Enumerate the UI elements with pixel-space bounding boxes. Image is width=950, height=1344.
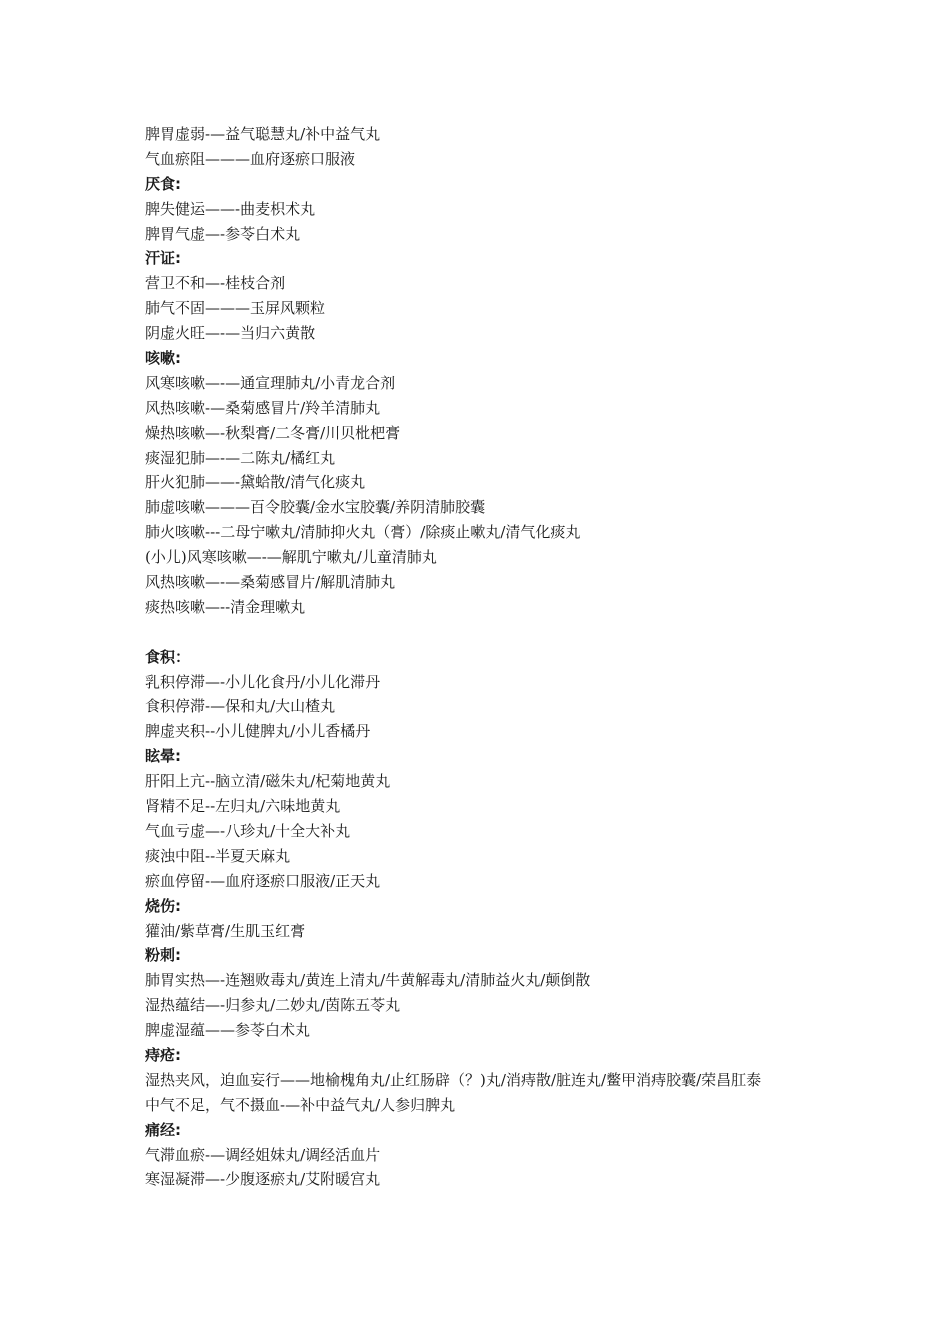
remedy-line: 食积停滞-—保和丸/大山楂丸 — [145, 697, 336, 716]
remedy-line: 痰湿犯肺—-—二陈丸/橘红丸 — [145, 448, 336, 467]
remedy-line: 乳积停滞—-小儿化食丹/小儿化滞丹 — [145, 672, 381, 691]
section-heading-sweating: 汗证: — [145, 249, 181, 268]
section-heading-cough: 咳嗽: — [145, 349, 181, 368]
remedy-line: 气血亏虚—-八珍丸/十全大补丸 — [145, 821, 351, 840]
remedy-line: 寒湿凝滞—-少腹逐瘀丸/艾附暖宫丸 — [145, 1170, 381, 1189]
remedy-line: 中气不足，气不摄血-—补中益气丸/人参归脾丸 — [145, 1095, 456, 1114]
remedy-line: 风热咳嗽-—桑菊感冒片/羚羊清肺丸 — [145, 398, 381, 417]
remedy-line: 脾虚夹积--小儿健脾丸/小儿香橘丹 — [145, 722, 371, 741]
remedy-line: 肝阳上亢--脑立清/磁朱丸/杞菊地黄丸 — [145, 772, 391, 791]
remedy-line: 肝火犯肺——-黛蛤散/清气化痰丸 — [145, 473, 366, 492]
remedy-line: 脾虚湿蕴——参苓白术丸 — [145, 1021, 311, 1040]
remedy-line: 痰浊中阻--半夏天麻丸 — [145, 846, 291, 865]
section-heading-burns: 烧伤: — [145, 896, 181, 915]
remedy-line: 痰热咳嗽—--清金理嗽丸 — [145, 597, 306, 616]
section-heading-dizziness: 眩晕: — [145, 747, 181, 766]
remedy-line: 瘀血停留-—血府逐瘀口服液/正天丸 — [145, 871, 381, 890]
remedy-line: 獾油/紫草膏/生肌玉红膏 — [145, 921, 306, 940]
remedy-line: 脾失健运——-曲麦枳术丸 — [145, 199, 316, 218]
section-heading-acne: 粉刺: — [145, 946, 181, 965]
section-heading-anorexia: 厌食: — [145, 174, 181, 193]
remedy-line: (小儿)风寒咳嗽—-—解肌宁嗽丸/儿童清肺丸 — [145, 548, 437, 567]
remedy-line: 脾胃气虚—-参苓白术丸 — [145, 224, 301, 243]
remedy-line: 阴虚火旺—-—当归六黄散 — [145, 324, 316, 343]
remedy-line: 湿热蕴结—-归参丸/二妙丸/茵陈五苓丸 — [145, 996, 401, 1015]
remedy-line: 肺气不固———玉屏风颗粒 — [145, 299, 326, 318]
remedy-line: 风热咳嗽—-—桑菊感冒片/解肌清肺丸 — [145, 573, 396, 592]
remedy-line: 风寒咳嗽—-—通宣理肺丸/小青龙合剂 — [145, 373, 396, 392]
remedy-line: 肺火咳嗽---二母宁嗽丸/清肺抑火丸（膏）/除痰止嗽丸/清气化痰丸 — [145, 523, 581, 542]
remedy-line: 营卫不和—-桂枝合剂 — [145, 274, 286, 293]
remedy-line: 燥热咳嗽—-秋梨膏/二冬膏/川贝枇杷膏 — [145, 423, 401, 442]
remedy-line: 气滞血瘀-—调经姐妹丸/调经活血片 — [145, 1145, 381, 1164]
remedy-line: 脾胃虚弱-—益气聪慧丸/补中益气丸 — [145, 125, 381, 143]
remedy-line: 肾精不足--左归丸/六味地黄丸 — [145, 797, 341, 816]
document-body — [145, 122, 825, 1192]
section-heading-food-stagnation: 食积： — [145, 647, 191, 666]
blank-line — [145, 620, 825, 645]
remedy-line: 湿热夹风，迫血妄行——地榆槐角丸/止红肠辟（？)丸/消痔散/脏连丸/鳖甲消痔胶囊/荣昌肛泰 — [145, 1070, 762, 1089]
section-heading-hemorrhoids: 痔疮: — [145, 1045, 181, 1064]
remedy-line: 肺虚咳嗽———百令胶囊/金水宝胶囊/养阴清肺胶囊 — [145, 498, 486, 517]
remedy-line: 气血瘀阻———血府逐瘀口服液 — [145, 149, 356, 168]
remedy-line: 肺胃实热—-连翘败毒丸/黄连上清丸/牛黄解毒丸/清肺益火丸/颠倒散 — [145, 971, 591, 990]
section-heading-dysmenorrhea: 痛经: — [145, 1120, 181, 1139]
